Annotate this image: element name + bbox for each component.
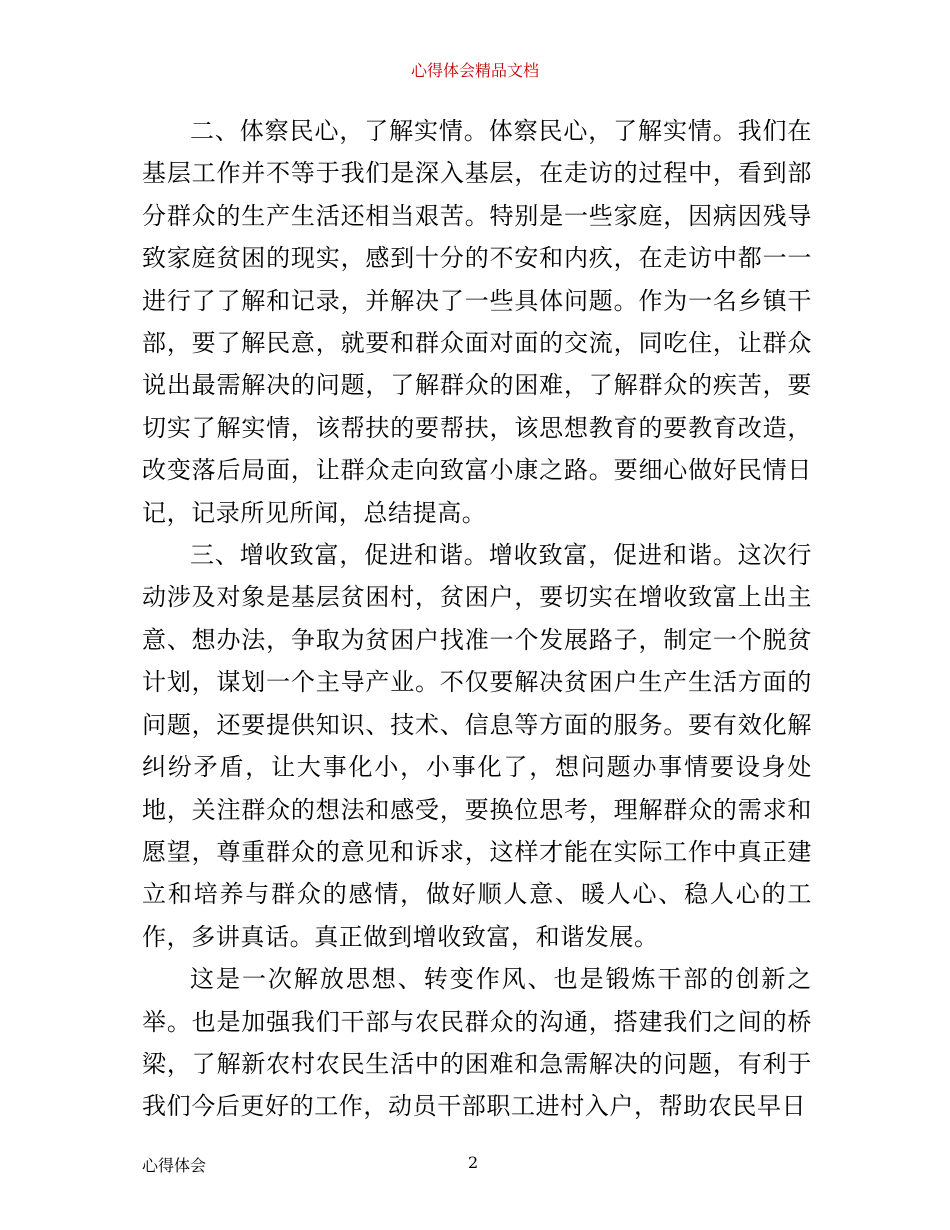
paragraph-3: 三、增收致富，促进和谐。增收致富，促进和谐。这次行动涉及对象是基层贫困村，贫困户，要切实在增收致富上出主意、想办法，争取为贫困户找准一个发展路子，制定一个脱贫计划，谋划一个主导产业。不仅要解决贫困户生产生活方面的问题，还要提供知识、技术、信息等方面的服务。要有效化解纠纷矛盾，让大事化小，小事化了，想问题办事情要设身处地，关注群众的想法和感受，要换位思考，理解群众的需求和愿望，尊重群众的意见和诉求，这样才能在实际工作中真正建立和培养与群众的感情，做好顺人意、暖人心、稳人心的工作，多讲真话。真正做到增收致富，和谐发展。 bbox=[142, 541, 812, 951]
paragraph-4: 这是一次解放思想、转变作风、也是锻炼干部的创新之举。也是加强我们干部与农民群众的沟通，搭建我们之间的桥梁，了解新农村农民生活中的困难和急需解决的问题，有利于我们今后更好的工作，动员干部职工进村入户，帮助农民早日 bbox=[142, 965, 812, 1121]
page-footer bbox=[142, 1153, 812, 1175]
document-body bbox=[142, 110, 812, 1128]
paragraph-2: 二、体察民心，了解实情。体察民心，了解实情。我们在基层工作并不等于我们是深入基层，在走访的过程中，看到部分群众的生产生活还相当艰苦。特别是一些家庭，因病因残导致家庭贫困的现实，感到十分的不安和内疚，在走访中都一一进行了了解和记录，并解决了一些具体问题。作为一名乡镇干部，要了解民意，就要和群众面对面的交流，同吃住，让群众说出最需解决的问题，了解群众的困难，了解群众的疾苦，要切实了解实情，该帮扶的要帮扶，该思想教育的要教育改造，改变落后局面，让群众走向致富小康之路。要细心做好民情日记，记录所见所闻，总结提高。 bbox=[142, 117, 812, 527]
page-header-title: 心得体会精品文档 bbox=[410, 61, 539, 80]
page-number: 2 bbox=[468, 1153, 479, 1172]
footer-label: 心得体会 bbox=[142, 1156, 207, 1175]
